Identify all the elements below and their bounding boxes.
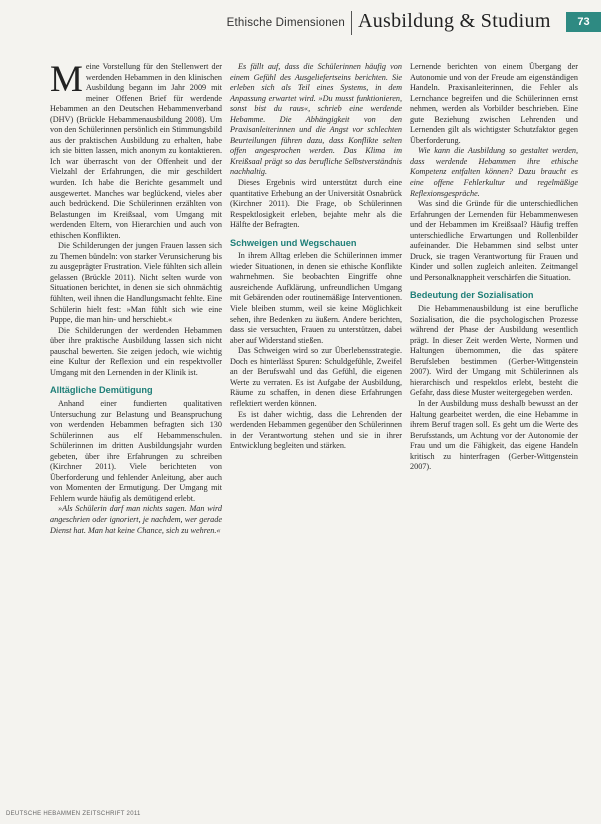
paragraph: In der Ausbildung muss deshalb bewusst an der Haltung gearbeitet werden, die eine Hebamme in ihrem Beruf tragen soll. Es geht um die Werte des Berufsstands, um Achtung vor der Autonomie der Frau und um die Fähigkeit, das eigene Handeln kritisch zu hinterfragen (Gerber-Wittgenstein 2007).	[410, 398, 578, 472]
page-header	[0, 8, 601, 36]
column-1	[50, 59, 222, 536]
page-footer: DEUTSCHE HEBAMMEN ZEITSCHRIFT 2011	[6, 811, 141, 817]
section-label: Ethische Dimensionen	[226, 17, 345, 29]
header-divider	[351, 11, 352, 35]
paragraph: Anhand einer fundierten qualitativen Untersuchung zur Belastung und Beanspruchung von werdenden Hebammen befragten sich 130 Schülerinnen aus elf Hebammenschulen. Schülerinnen im dritten Ausbildungsjahr wurden gebeten, über ihre Erfahrungen zu schreiben (Kirchner 2011). Viele berichteten von Überforderung und fehlender Anleitung, aber auch von Momenten der Ermutigung. Der Umgang mit Fehlern wurde häufig als demütigend erlebt.	[50, 398, 222, 503]
paragraph: Lernende berichten von einem Übergang der Autonomie und von der Freude am eigenständigen Handeln. Praxisanleiterinnen, die Fehler als Lernchance begreifen und die Schülerinnen ernst nehmen, werden als Vorbilder beschrieben. Eine gute Beziehung zwischen Lehrenden und Lernenden gilt als wichtigster Schutzfaktor gegen Überforderung.	[410, 62, 578, 145]
drop-cap: M	[50, 59, 83, 100]
page-title: Ausbildung & Studium	[358, 10, 551, 32]
paragraph: Dieses Ergebnis wird unterstützt durch eine quantitative Erhebung an der Universität Osnabrück (Kirchner 2011). Die Frage, ob Schülerinnen Respektlosigkeit erleben, bejahte mehr als die Hälfte der Befragten.	[230, 178, 402, 230]
page-number-badge: 73	[566, 12, 601, 32]
quote: »Als Schülerin darf man nichts sagen. Man wird angeschrien oder ignoriert, je nachdem, wer gerade Dienst hat. Man hat keine Chance, sich zu wehren.«	[50, 504, 222, 535]
quote: Es fällt auf, dass die Schülerinnen häufig von einem Gefühl des Ausgeliefertseins berichten. Sie erleben sich als Teil eines Systems, in dem Anpassung erwartet wird. »Du musst funktionieren, sonst bist du raus«, schrieb eine werdende Hebamme. Die Abhängigkeit von den Praxisanleiterinnen und die Angst vor schlechten Beurteilungen führen dazu, dass Konflikte selten offen angesprochen werden. Das Klima im Kreißsaal prägt so das berufliche Selbstverständnis nachhaltig.	[230, 62, 402, 177]
paragraph: Das Schweigen wird so zur Überlebensstrategie. Doch es hinterlässt Spuren: Schuldgefühle, Zweifel an der Berufswahl und das Gefühl, die eigenen Werte zu verraten. Es ist Aufgabe der Ausbildung, Räume zu schaffen, in denen diese Erfahrungen reflektiert werden können.	[230, 346, 402, 408]
paragraph: Meine Vorstellung für den Stellenwert der werdenden Hebammen in den klinischen Ausbildung begann im Jahr 2009 mit meiner Offenen Brief für werdende Hebammen an den Deutschen Hebammenverband (DHV) (Brückle Hebammenausbildung 2008). Um von den Schülerinnen persönlich ein Stimmungsbild aus der praktischen Ausbildung zu erhalten, habe ich sie bitten lassen, mich anonym zu kontaktieren. Ich war überrascht von der Offenheit und der Vielzahl der Erfahrungen, die mir geschildert wurden. Ich habe die Berichte gesammelt und ausgewertet. Manches war beglückend, vieles aber auch bedrückend. Die Schülerinnen erzählten von Belastungen im Kreißsaal, vom Umgang mit werdenden Eltern, von Hierarchien und auch von ethischen Konflikten.	[50, 59, 222, 240]
paragraph: In ihrem Alltag erleben die Schülerinnen immer wieder Situationen, in denen sie ethische Konflikte wahrnehmen. Sie beobachten Eingriffe ohne ausreichende Aufklärung, unfreundlichen Umgang mit Gebärenden oder routinemäßige Interventionen. Viele bleiben stumm, weil sie keine Möglichkeit sehen, ihre Bedenken zu äußern. Andere berichten, dass sie versuchten, Frauen zu unterstützen, dabei aber auf Widerstand stießen.	[230, 251, 402, 345]
paragraph: Die Schilderungen der jungen Frauen lassen sich zu Themen bündeln: von starker Verunsicherung bis zu ausgeprägter Frustration. Viele fühlten sich allein gelassen (Brückle 2011). Nicht selten wurde von Situationen berichtet, in denen sie sich ohnmächtig fühlten, weil ihnen die Handlungsmacht fehlte. Eine Schülerin hielt fest: »Man fühlt sich wie eine Puppe, die man hin- und herschiebt.«	[50, 241, 222, 325]
paragraph: Es ist daher wichtig, dass die Lehrenden der werdenden Hebammen gegenüber den Schülerinnen in der Verantwortung stehen und sie in ihrer Entwicklung begleiten und stärken.	[230, 409, 402, 451]
column-2	[230, 62, 402, 452]
quote: Wie kann die Ausbildung so gestaltet werden, dass werdende Hebammen ihre ethische Kompetenz entfalten können? Dazu braucht es eine offene Fehlerkultur und regelmäßige Reflexionsgespräche.	[410, 146, 578, 198]
paragraph: Was sind die Gründe für die unterschiedlichen Erfahrungen der Lernenden für Hebammenwesen und der Hebammen im Kreißsaal? Häufig treffen unterschiedliche Erwartungen und Rollenbilder aufeinander. Die Hebammen sind selbst unter Druck, sie tragen Verantwortung für Frauen und Kinder und sollen zugleich anleiten. Zeitmangel und Personalknappheit verschärfen die Situation.	[410, 199, 578, 282]
subheading: Alltägliche Demütigung	[50, 385, 153, 396]
paragraph: Die Schilderungen der werdenden Hebammen über ihre praktische Ausbildung lassen sich nicht pauschal bewerten. Sie zeigen jedoch, wie wichtig eine Kultur der Reflexion und ein respektvoller Umgang mit den Lernenden in der Klinik ist.	[50, 325, 222, 377]
column-3	[410, 62, 578, 473]
subheading: Bedeutung der Sozialisation	[410, 290, 534, 301]
paragraph: Die Hebammenausbildung ist eine berufliche Sozialisation, die die psychologischen Prozesse während der Phase der Ausbildung wesentlich prägt. In dieser Zeit werden Werte, Normen und Haltungen übernommen, die das spätere Berufsleben bestimmen (Gerber-Wittgenstein 2007). Wird der Umgang mit Schülerinnen als hierarchisch und respektlos erlebt, besteht die Gefahr, dass diese Muster weitergegeben werden.	[410, 304, 578, 398]
subheading: Schweigen und Wegschauen	[230, 237, 357, 248]
